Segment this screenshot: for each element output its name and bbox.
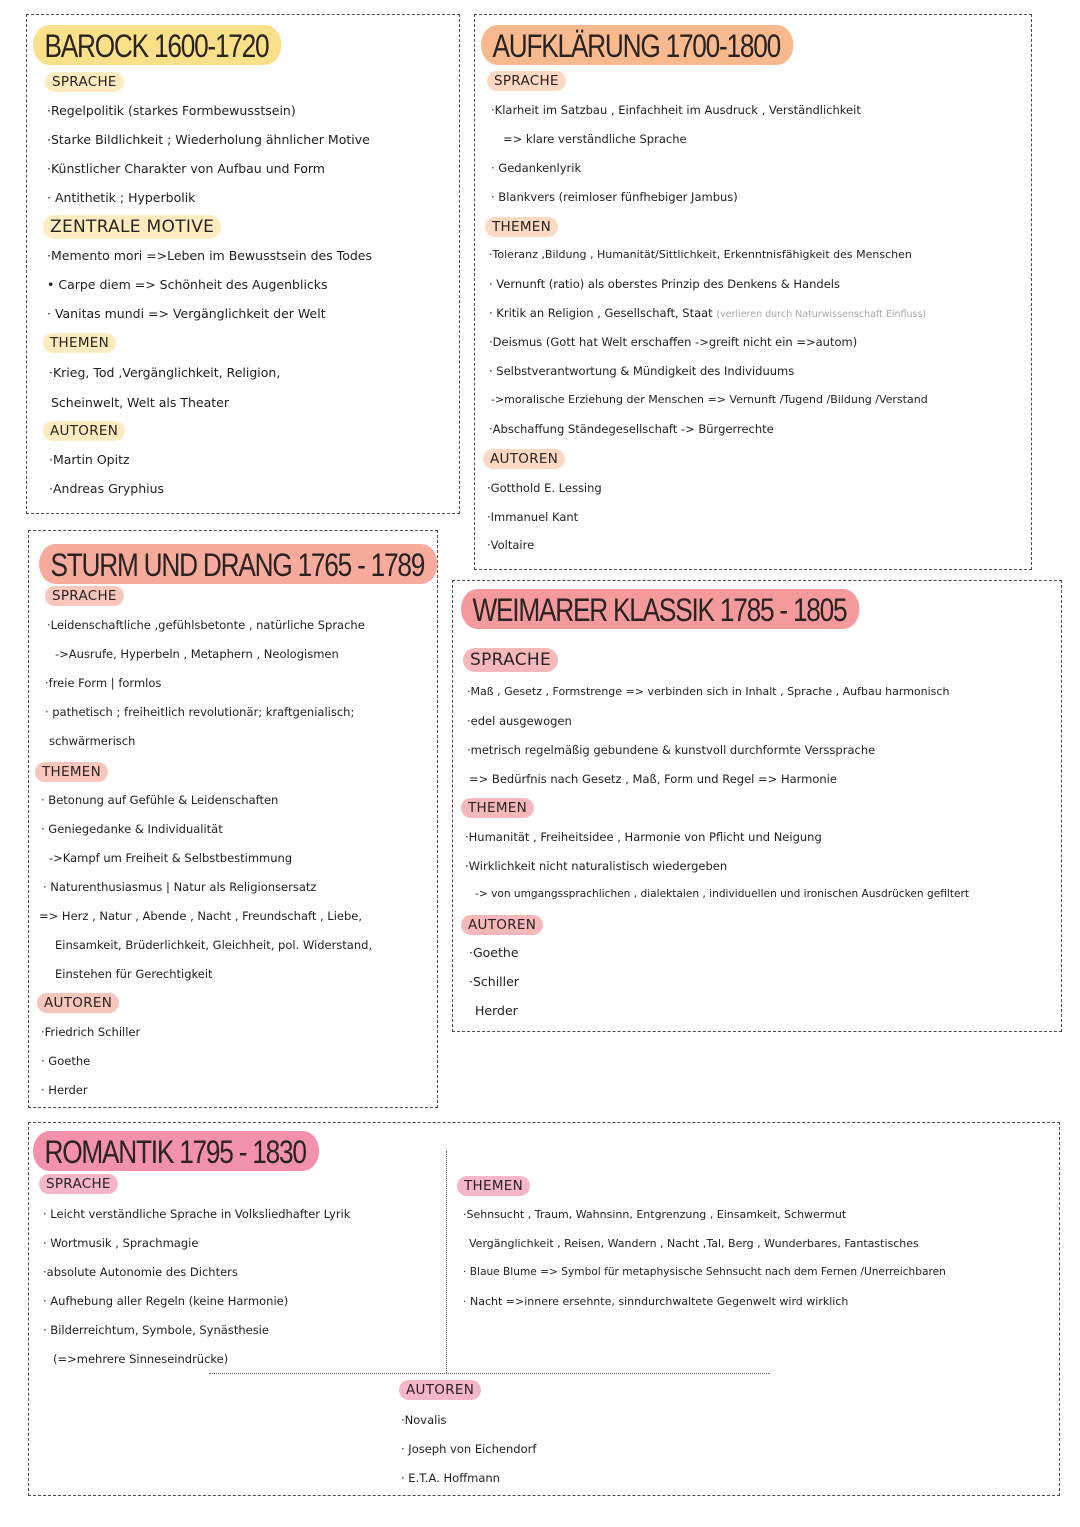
- aufklaerung-themen-item: ·Toleranz ,Bildung , Humanität/Sittlichkeit, Erkenntnisfähigkeit des Menschen: [489, 248, 912, 261]
- aufklaerung-themen-item: ·Deismus (Gott hat Welt erschaffen ->greift nicht ein =>autom): [489, 335, 858, 349]
- barock-sprache-item: ·Regelpolitik (starkes Formbewusstsein): [47, 103, 296, 118]
- romantik-card: [28, 1122, 1060, 1496]
- sturm-und-drang-title: STURM UND DRANG 1765 - 1789: [39, 544, 437, 584]
- sturm-und-drang-sprache-item: · pathetisch ; freiheitlich revolutionär; kraftgenialisch;: [45, 705, 355, 719]
- sturm-und-drang-sprache-item: schwärmerisch: [49, 734, 136, 748]
- sturm-und-drang-sprache-item: ->Ausrufe, Hyperbeln , Metaphern , Neologismen: [55, 647, 339, 661]
- barock-themen-item: Scheinwelt, Welt als Theater: [51, 395, 229, 410]
- romantik-themen-label: THEMEN: [457, 1176, 530, 1196]
- aufklaerung-autor: ·Immanuel Kant: [487, 510, 579, 524]
- aufklaerung-themen-text: · Kritik an Religion , Gesellschaft, Staat: [489, 306, 713, 320]
- barock-sprache-label: SPRACHE: [45, 72, 124, 92]
- weimarer-klassik-sprache-item: ·Maß , Gesetz , Formstrenge => verbinden sich in Inhalt , Sprache , Aufbau harmonisch: [467, 685, 950, 698]
- weimarer-klassik-sprache-item: => Bedürfnis nach Gesetz , Maß, Form und Regel => Harmonie: [469, 772, 837, 786]
- aufklaerung-themen-label: THEMEN: [485, 217, 558, 237]
- sturm-und-drang-themen-item: Einstehen für Gerechtigkeit: [55, 967, 213, 981]
- barock-autor: ·Andreas Gryphius: [49, 481, 165, 496]
- aufklaerung-sprache-item: ·Klarheit im Satzbau , Einfachheit im Ausdruck , Verständlichkeit: [491, 103, 861, 117]
- barock-motiv-item: • Carpe diem => Schönheit des Augenblicks: [47, 277, 328, 292]
- sturm-und-drang-themen-label: THEMEN: [35, 762, 108, 782]
- barock-motive-label: ZENTRALE MOTIVE: [43, 215, 221, 239]
- weimarer-klassik-sprache-label: SPRACHE: [463, 648, 558, 672]
- weimarer-klassik-autor: ·Goethe: [469, 945, 519, 960]
- barock-autoren-label: AUTOREN: [43, 421, 125, 441]
- barock-title: BAROCK 1600-1720: [33, 25, 282, 65]
- romantik-row-divider: [209, 1373, 769, 1374]
- barock-sprache-item: · Antithetik ; Hyperbolik: [47, 190, 196, 205]
- romantik-sprache-item: · Leicht verständliche Sprache in Volksliedhafter Lyrik: [43, 1207, 351, 1221]
- sturm-und-drang-autor: · Goethe: [41, 1054, 91, 1068]
- barock-autor: ·Martin Opitz: [49, 452, 130, 467]
- barock-themen-label: THEMEN: [43, 333, 116, 353]
- romantik-themen-item: · Blaue Blume => Symbol für metaphysische Sehnsucht nach dem Fernen /Unerreichbaren: [463, 1266, 946, 1278]
- aufklaerung-sprache-item: => klare verständliche Sprache: [503, 132, 687, 146]
- sturm-und-drang-sprache-label: SPRACHE: [45, 586, 124, 606]
- romantik-themen-item: ·Sehnsucht , Traum, Wahnsinn, Entgrenzung , Einsamkeit, Schwermut: [463, 1208, 847, 1221]
- aufklaerung-themen-item: · Vernunft (ratio) als oberstes Prinzip des Denkens & Handels: [489, 277, 840, 291]
- barock-motiv-item: · Vanitas mundi => Vergänglichkeit der Welt: [47, 306, 326, 321]
- romantik-sprache-item: (=>mehrere Sinneseindrücke): [53, 1352, 229, 1366]
- aufklaerung-themen-item: ->moralische Erziehung der Menschen => Vernunft /Tugend /Bildung /Verstand: [491, 393, 928, 406]
- romantik-title: ROMANTIK 1795 - 1830: [33, 1131, 319, 1171]
- romantik-autor: ·Novalis: [401, 1413, 447, 1427]
- weimarer-klassik-sprache-item: ·edel ausgewogen: [467, 714, 572, 728]
- romantik-themen-item: · Nacht =>innere ersehnte, sinndurchwaltete Gegenwelt wird wirklich: [463, 1295, 849, 1308]
- romantik-sprache-item: ·absolute Autonomie des Dichters: [43, 1265, 238, 1279]
- aufklaerung-card: [474, 14, 1032, 570]
- aufklaerung-themen-item: · Selbstverantwortung & Mündigkeit des Individuums: [489, 364, 795, 378]
- aufklaerung-title: AUFKLÄRUNG 1700-1800: [481, 25, 793, 65]
- barock-motiv-item: ·Memento mori =>Leben im Bewusstsein des Todes: [47, 248, 373, 263]
- romantik-autor: · Joseph von Eichendorf: [401, 1442, 537, 1456]
- aufklaerung-sprache-item: · Blankvers (reimloser fünfhebiger Jambus): [491, 190, 738, 204]
- aufklaerung-sprache-item: · Gedankenlyrik: [491, 161, 582, 175]
- sturm-und-drang-sprache-item: ·Leidenschaftliche ,gefühlsbetonte , natürliche Sprache: [47, 618, 365, 632]
- weimarer-klassik-title: WEIMARER KLASSIK 1785 - 1805: [461, 589, 860, 629]
- sturm-und-drang-autoren-label: AUTOREN: [37, 993, 119, 1013]
- romantik-sprache-item: · Aufhebung aller Regeln (keine Harmonie): [43, 1294, 289, 1308]
- sturm-und-drang-themen-item: · Betonung auf Gefühle & Leidenschaften: [41, 793, 279, 807]
- aufklaerung-sprache-label: SPRACHE: [487, 71, 566, 91]
- aufklaerung-themen-item: ·Abschaffung Ständegesellschaft -> Bürgerrechte: [489, 422, 774, 436]
- romantik-themen-item: Vergänglichkeit , Reisen, Wandern , Nacht ,Tal, Berg , Wunderbares, Fantastisches: [469, 1237, 919, 1250]
- romantik-autor: · E.T.A. Hoffmann: [401, 1471, 500, 1485]
- weimarer-klassik-themen-item: ·Wirklichkeit nicht naturalistisch wiedergeben: [465, 859, 728, 873]
- weimarer-klassik-themen-item: ·Humanität , Freiheitsidee , Harmonie von Pflicht und Neigung: [465, 830, 822, 844]
- sturm-und-drang-themen-item: · Naturenthusiasmus | Natur als Religionsersatz: [43, 880, 317, 894]
- sturm-und-drang-themen-item: => Herz , Natur , Abende , Nacht , Freundschaft , Liebe,: [39, 909, 363, 923]
- weimarer-klassik-autor: ·Schiller: [469, 974, 519, 989]
- sturm-und-drang-autor: ·Friedrich Schiller: [41, 1025, 141, 1039]
- weimarer-klassik-autor: Herder: [475, 1003, 518, 1018]
- sturm-und-drang-autor: · Herder: [41, 1083, 88, 1097]
- romantik-sprache-item: · Wortmusik , Sprachmagie: [43, 1236, 199, 1250]
- weimarer-klassik-card: [452, 580, 1062, 1032]
- barock-sprache-item: ·Künstlicher Charakter von Aufbau und Form: [47, 161, 325, 176]
- romantik-autoren-label: AUTOREN: [399, 1380, 481, 1400]
- sturm-und-drang-themen-item: Einsamkeit, Brüderlichkeit, Gleichheit, pol. Widerstand,: [55, 938, 373, 952]
- weimarer-klassik-autoren-label: AUTOREN: [461, 915, 543, 935]
- weimarer-klassik-sprache-item: ·metrisch regelmäßig gebundene & kunstvoll durchformte Verssprache: [467, 743, 876, 757]
- weimarer-klassik-themen-item: -> von umgangssprachlichen , dialektalen , individuellen und ironischen Ausdrücken gefiltert: [475, 888, 970, 900]
- barock-card: [26, 14, 460, 514]
- weimarer-klassik-themen-label: THEMEN: [461, 798, 534, 818]
- sturm-und-drang-sprache-item: ·freie Form | formlos: [45, 676, 162, 690]
- romantik-column-divider: [446, 1151, 447, 1373]
- aufklaerung-autor: ·Voltaire: [487, 538, 535, 552]
- barock-themen-item: ·Krieg, Tod ,Vergänglichkeit, Religion,: [49, 365, 281, 380]
- romantik-sprache-label: SPRACHE: [39, 1174, 118, 1194]
- aufklaerung-themen-item: [489, 306, 926, 320]
- sturm-und-drang-themen-item: ->Kampf um Freiheit & Selbstbestimmung: [49, 851, 293, 865]
- aufklaerung-autor: ·Gotthold E. Lessing: [487, 481, 602, 495]
- sturm-und-drang-card: [28, 530, 438, 1108]
- aufklaerung-autoren-label: AUTOREN: [483, 449, 565, 469]
- aufklaerung-themen-note: (verlieren durch Naturwissenschaft Einfluss): [716, 309, 927, 320]
- barock-sprache-item: ·Starke Bildlichkeit ; Wiederholung ähnlicher Motive: [47, 132, 370, 147]
- sturm-und-drang-themen-item: · Geniegedanke & Individualität: [41, 822, 223, 836]
- romantik-sprache-item: · Bilderreichtum, Symbole, Synästhesie: [43, 1323, 269, 1337]
